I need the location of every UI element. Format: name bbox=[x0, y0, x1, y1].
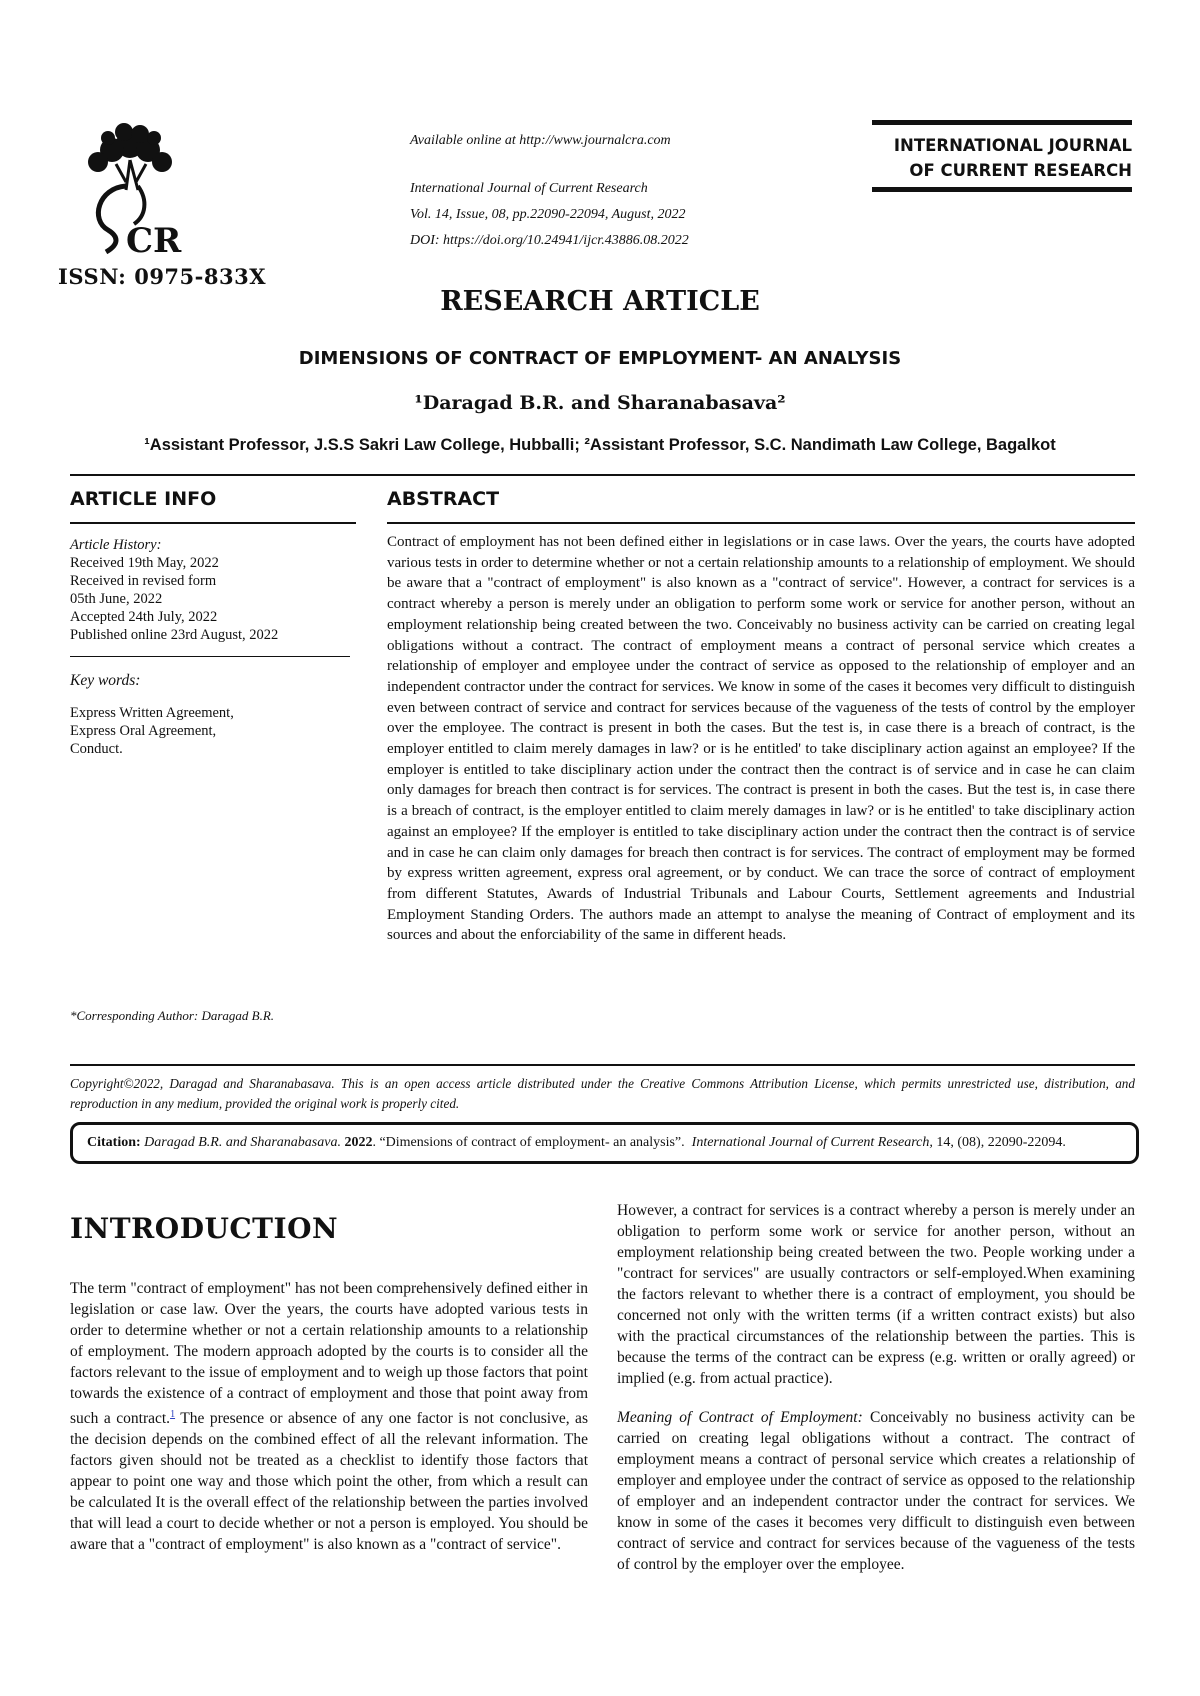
keywords bbox=[70, 672, 350, 758]
citation-journal: International Journal of Current Research, bbox=[691, 1135, 933, 1150]
brand-line-1: INTERNATIONAL JOURNAL bbox=[893, 136, 1132, 155]
keyword: Conduct. bbox=[70, 741, 123, 757]
article-authors: ¹Daragad B.R. and Sharanabasava² bbox=[414, 392, 786, 414]
revised-date-2: 05th June, 2022 bbox=[70, 591, 163, 607]
intro-paragraph-cont: The presence or absence of any one factor is not conclusive, as the decision depends on the combined effect of all the relevant information. The factors given should not be treated as a checklist to identify those factors that appear to point one way and those which point the other, from which a result can be calculated It is the overall effect of the relationship between the parties involved that will lead a court to decide whether or not a person is employed. You should be aware that a "contract of employment" is also known as a "contract of service". bbox=[70, 1410, 588, 1554]
meaning-paragraph bbox=[617, 1407, 1135, 1575]
keyword: Express Oral Agreement, bbox=[70, 723, 217, 739]
divider bbox=[387, 522, 1135, 524]
article-history bbox=[70, 536, 350, 644]
citation-title: . “Dimensions of contract of employment- an analysis”. bbox=[372, 1135, 685, 1150]
abstract-text: Contract of employment has not been defined either in legislations or in case laws. Over the years, the courts have adopted various tests in order to determine whether or not a certain relationship amounts to a relationship of employment. We should be aware that a "contract of employment" is also known as a "contract of service". However, a contract for services is a contract whereby a person is merely under an obligation to perform some work or service for another person, without an employment relationship being created between the two. Conceivably no business activity can be carried on creating legal obligations without a contract. The contract of employment means a contract of personal service which creates a relationship of employer and employee under the contract of service as opposed to the relationship of employer and an independent contractor under the contract for services. We know in some of the cases it becomes very difficult to distinguish even between contract of service and contract for services because of the vagueness of the tests of control by the employer over the employee. The contract is present in both the cases. But the test is, in case there is a breach of contract, is the employer entitled to claim merely damages in law? or is he entitled' to take disciplinary action against an employee? If the employer is entitled to take disciplinary action under the contract then the contract is of service and in case he can claim only damages for breach then contract is for services. The contract is present in both the cases. But the test is, in case there is a breach of contract, is the employer entitled to claim merely damages in law? or is he entitled' to take disciplinary action against an employee? If the employer is entitled to take disciplinary action under the contract then the contract is of service and in case he can claim only damages for breach then contract is for services. The contract of employment may be formed by express written agreement, express oral agreement, or by conduct. We can trace the sorce of contract of employment from different Statutes, Awards of Industrial Tribunals and Labour Courts, Settlement agreements and Industrial Employment Standing Orders. The authors made an attempt to analyse the meaning of Contract of employment and its sources and about the enforciability of the same in different heads. bbox=[387, 534, 1135, 944]
journal-meta bbox=[410, 128, 790, 254]
intro-paragraph: The term "contract of employment" has not been comprehensively defined either in legislation or case law. Over the years, the courts have adopted various tests in order to determine whether or not a certain relationship amounts to a relationship of employment. The modern approach adopted by the courts is to consider all the factors relevant to the issue of employment and to weigh up those factors that point towards the existence of a contract of employment and those that point away from such a contract. bbox=[70, 1280, 588, 1428]
intro-column-1 bbox=[70, 1278, 588, 1555]
doi: DOI: https://doi.org/10.24941/ijcr.43886.08.2022 bbox=[410, 233, 689, 248]
journal-logo bbox=[68, 120, 198, 260]
received-date: Received 19th May, 2022 bbox=[70, 555, 219, 571]
abstract-heading: ABSTRACT bbox=[387, 488, 500, 510]
citation-label: Citation: bbox=[87, 1135, 141, 1150]
citation-details: 14, (08), 22090-22094. bbox=[936, 1135, 1066, 1150]
divider bbox=[70, 1064, 1135, 1066]
keyword: Express Written Agreement, bbox=[70, 705, 234, 721]
published-date: Published online 23rd August, 2022 bbox=[70, 627, 279, 643]
article-type: RESEARCH ARTICLE bbox=[440, 286, 760, 317]
keywords-label: Key words: bbox=[70, 672, 141, 689]
svg-text:CR: CR bbox=[126, 221, 182, 260]
citation-box bbox=[70, 1122, 1139, 1164]
intro-column-2 bbox=[617, 1200, 1135, 1593]
journal-brand bbox=[872, 120, 1132, 192]
introduction-heading: INTRODUCTION bbox=[70, 1212, 339, 1245]
citation-year: 2022 bbox=[344, 1135, 373, 1150]
brand-line-2: OF CURRENT RESEARCH bbox=[909, 161, 1132, 180]
revised-date-1: Received in revised form bbox=[70, 573, 217, 589]
divider bbox=[70, 474, 1135, 476]
divider bbox=[70, 656, 350, 657]
corresponding-author: *Corresponding Author: Daragad B.R. bbox=[70, 1008, 275, 1023]
issn: ISSN: 0975-833X bbox=[58, 264, 266, 289]
article-title: DIMENSIONS OF CONTRACT OF EMPLOYMENT- AN ANALYSIS bbox=[298, 348, 902, 369]
divider bbox=[70, 522, 356, 524]
volume-line: Vol. 14, Issue, 08, pp.22090-22094, August, 2022 bbox=[410, 207, 686, 222]
footnote-link[interactable]: 1 bbox=[170, 1409, 176, 1420]
meaning-heading: Meaning of Contract of Employment: bbox=[617, 1409, 863, 1426]
article-info-heading: ARTICLE INFO bbox=[70, 488, 217, 510]
accepted-date: Accepted 24th July, 2022 bbox=[70, 609, 218, 625]
license-text: Copyright©2022, Daragad and Sharanabasava. This is an open access article distributed under the Creative Commons Attribution License, which permits unrestricted use, distribution, and reproduction in any medium, provided the original work is properly cited. bbox=[70, 1076, 1135, 1111]
available-online: Available online at http://www.journalcra.com bbox=[410, 133, 671, 148]
journal-name: International Journal of Current Research bbox=[410, 181, 648, 196]
meaning-text: Conceivably no business activity can be carried on creating legal obligations without a contract. The contract of employment means a contract of personal service which creates a relationship of employer and employee under the contract of service as opposed to the relationship of employer and an independent contractor under the contract for services. We know in some of the cases it becomes very difficult to distinguish even between contract of service and contract for services because of the vagueness of the tests of control by the employer over the employee. bbox=[617, 1409, 1135, 1573]
history-label: Article History: bbox=[70, 537, 162, 553]
intro-paragraph: However, a contract for services is a contract whereby a person is merely under an obligation to perform some work or service for another person, without an employment relationship being created between the two. People working under a "contract for services" are usually contractors or self-employed.When examining the factors relevant to whether there is a contract of employment, you should be concerned not only with the written terms (if a written contract exists) but also with the practical circumstances of the relationship between the parties. This is because the terms of the contract can be express (e.g. written or orally agreed) or implied (e.g. from actual practice). bbox=[617, 1202, 1135, 1387]
citation-authors: Daragad B.R. and Sharanabasava. bbox=[144, 1135, 341, 1150]
article-affiliations: ¹Assistant Professor, J.S.S Sakri Law College, Hubballi; ²Assistant Professor, S.C. Nandimath Law College, Bagalkot bbox=[144, 436, 1056, 454]
tree-logo-icon bbox=[68, 120, 198, 260]
